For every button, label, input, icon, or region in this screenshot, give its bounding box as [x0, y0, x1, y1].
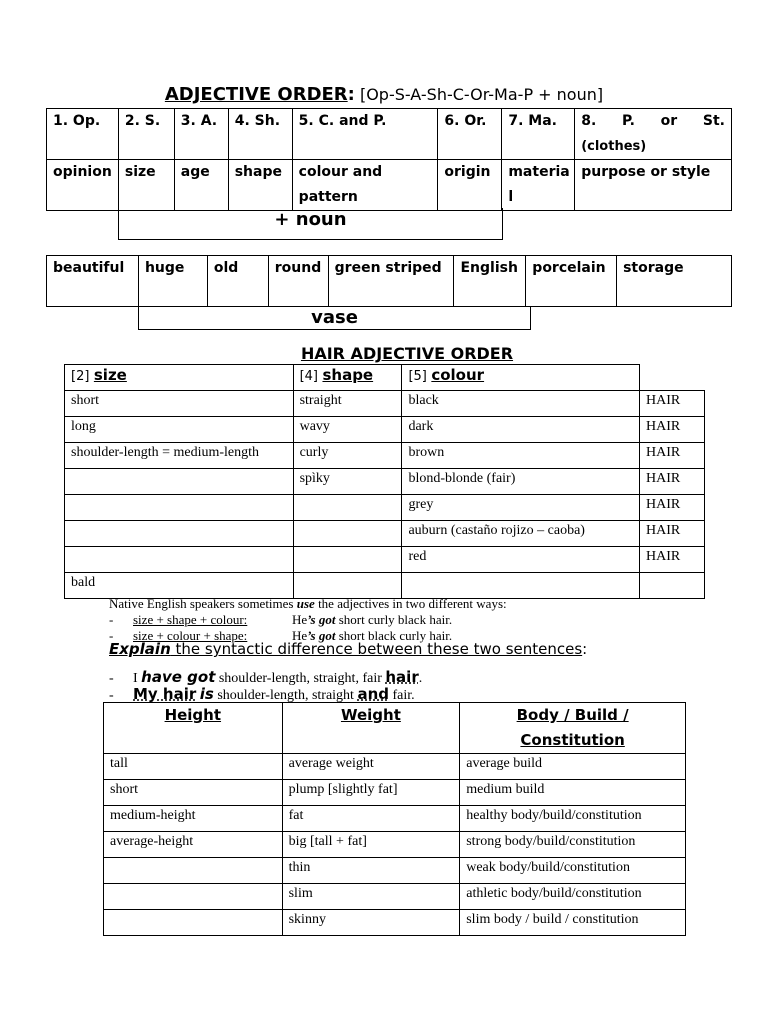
title-main: ADJECTIVE ORDER	[164, 84, 348, 105]
hair-cell: short	[65, 391, 294, 417]
page-title	[0, 84, 768, 105]
hair-cell	[293, 547, 402, 573]
notes-intro	[109, 596, 507, 612]
body-cell	[104, 858, 283, 884]
body-cell	[104, 910, 283, 936]
body-description-table	[103, 702, 686, 936]
body-cell: average build	[460, 754, 686, 780]
body-row	[104, 832, 686, 858]
hair-header-num: [2]	[71, 369, 90, 384]
order-description-cell: material	[502, 160, 575, 211]
sentence-verb: have got	[141, 668, 216, 686]
notes-intro-emphasis: use	[296, 596, 315, 611]
body-cell: medium build	[460, 780, 686, 806]
notes-item	[109, 612, 452, 628]
bullet-dash: -	[109, 688, 114, 703]
explain-colon: :	[582, 640, 588, 658]
order-header-cell: 2. S.	[118, 109, 174, 160]
order-header-cell: 6. Or.	[438, 109, 502, 160]
hair-cell: HAIR	[640, 495, 705, 521]
sentence-end: fair.	[389, 688, 415, 703]
hair-cell: HAIR	[640, 391, 705, 417]
notes-pattern: size + shape + colour:	[133, 612, 248, 627]
hair-header-num: [5]	[408, 369, 427, 384]
order-header-cell-purpose	[575, 109, 732, 160]
sentence-verb: is	[199, 685, 214, 703]
body-row	[104, 806, 686, 832]
example-cell: green striped	[328, 256, 454, 307]
example-cell: porcelain	[526, 256, 617, 307]
order-description-cell: opinion	[47, 160, 119, 211]
body-row	[104, 780, 686, 806]
explain-rest: the syntactic difference between these two sentences	[170, 640, 583, 658]
order-header-row	[47, 109, 732, 160]
hair-cell: HAIR	[640, 547, 705, 573]
notes-verb: ’s got	[307, 612, 336, 627]
example-cell: storage	[617, 256, 732, 307]
hair-cell: spìky	[293, 469, 402, 495]
body-header-cell: Body / Build / Constitution	[460, 703, 686, 754]
hair-header-empty	[640, 365, 705, 391]
purpose-header-label: 8. P. or St.	[581, 113, 725, 129]
order-description-cell: size	[118, 160, 174, 211]
notes-verb: ’s got	[307, 628, 336, 643]
example-cell: English	[454, 256, 526, 307]
body-header-cell: Weight	[282, 703, 460, 754]
hair-cell: long	[65, 417, 294, 443]
hair-cell: shoulder-length = medium-length	[65, 443, 294, 469]
notes-rest: short curly black hair.	[335, 612, 453, 627]
hair-row	[65, 573, 705, 599]
body-cell: healthy body/build/constitution	[460, 806, 686, 832]
body-row	[104, 910, 686, 936]
notes-intro-pre: Native English speakers sometimes	[109, 596, 297, 611]
hair-cell: curly	[293, 443, 402, 469]
title-formula: [Op-S-A-Sh-C-Or-Ma-P + noun]	[354, 85, 604, 104]
body-header-cell: Height	[104, 703, 283, 754]
hair-header-num: [4]	[299, 369, 319, 384]
body-header-row	[104, 703, 686, 754]
order-description-row	[47, 160, 732, 211]
body-cell: weak body/build/constitution	[460, 858, 686, 884]
hair-cell: red	[402, 547, 640, 573]
hair-cell: HAIR	[640, 521, 705, 547]
body-row	[104, 858, 686, 884]
noun-box: + noun	[118, 208, 503, 240]
order-description-cell: age	[174, 160, 228, 211]
sentence-mid: shoulder-length, straight	[213, 688, 358, 703]
hair-row	[65, 495, 705, 521]
body-cell: average-height	[104, 832, 283, 858]
body-cell: slim	[282, 884, 460, 910]
sentence-subject: My hair	[133, 685, 197, 703]
order-description-cell: purpose or style	[575, 160, 732, 211]
example-noun-box: vase	[138, 306, 531, 330]
body-row	[104, 754, 686, 780]
notes-pattern: size + colour + shape:	[133, 628, 248, 643]
body-cell: fat	[282, 806, 460, 832]
body-cell: plump [slightly fat]	[282, 780, 460, 806]
hair-header-word: colour	[431, 366, 485, 384]
hair-header-size	[65, 365, 294, 391]
explain-prompt	[109, 640, 587, 658]
body-cell: medium-height	[104, 806, 283, 832]
order-description-cell: shape	[228, 160, 292, 211]
sentence-mid: shoulder-length, straight, fair	[215, 671, 386, 686]
body-cell: skinny	[282, 910, 460, 936]
body-cell: tall	[104, 754, 283, 780]
order-header-cell: 1. Op.	[47, 109, 119, 160]
order-header-cell: 3. A.	[174, 109, 228, 160]
sentence-noun: hair	[385, 668, 419, 686]
order-description-cell: origin	[438, 160, 502, 211]
purpose-header-sub: (clothes)	[581, 139, 647, 154]
hair-cell	[293, 495, 402, 521]
title-colon: :	[347, 84, 355, 105]
hair-row	[65, 417, 705, 443]
bullet-dash: -	[109, 612, 114, 627]
hair-cell: straight	[293, 391, 402, 417]
notes-intro-post: the adjectives in two different ways:	[314, 596, 507, 611]
explain-word: Explain	[109, 640, 171, 658]
hair-section-title: HAIR ADJECTIVE ORDER	[300, 344, 514, 363]
hair-cell: HAIR	[640, 469, 705, 495]
sentence-end: .	[418, 671, 423, 686]
example-cell: beautiful	[47, 256, 139, 307]
order-header-cell: 5. C. and P.	[292, 109, 438, 160]
body-cell: thin	[282, 858, 460, 884]
body-cell: average weight	[282, 754, 460, 780]
body-cell: athletic body/build/constitution	[460, 884, 686, 910]
example-cell: old	[207, 256, 268, 307]
body-cell: big [tall + fat]	[282, 832, 460, 858]
example-row	[47, 256, 732, 307]
hair-cell	[65, 495, 294, 521]
hair-cell: blond-blonde (fair)	[402, 469, 640, 495]
hair-adjective-table	[64, 364, 705, 599]
hair-header-colour	[402, 365, 640, 391]
hair-cell: wavy	[293, 417, 402, 443]
hair-cell: dark	[402, 417, 640, 443]
hair-row	[65, 391, 705, 417]
hair-row	[65, 521, 705, 547]
example-cell: huge	[138, 256, 207, 307]
hair-cell	[402, 573, 640, 599]
sentence-conjunction: and	[357, 685, 389, 703]
notes-subject: He	[292, 612, 308, 627]
hair-cell	[65, 547, 294, 573]
adjective-order-table	[46, 108, 732, 211]
hair-header-word: size	[93, 366, 127, 384]
hair-cell: HAIR	[640, 417, 705, 443]
hair-cell: brown	[402, 443, 640, 469]
order-header-cell: 4. Sh.	[228, 109, 292, 160]
body-cell: strong body/build/constitution	[460, 832, 686, 858]
hair-row	[65, 443, 705, 469]
hair-header-shape	[293, 365, 402, 391]
example-table	[46, 255, 732, 307]
order-header-cell: 7. Ma.	[502, 109, 575, 160]
sentence-pre: I	[133, 671, 142, 686]
hair-cell: HAIR	[640, 443, 705, 469]
example-cell: round	[268, 256, 328, 307]
hair-cell: grey	[402, 495, 640, 521]
hair-cell	[65, 469, 294, 495]
hair-cell	[293, 521, 402, 547]
bullet-dash: -	[109, 628, 114, 643]
hair-row	[65, 469, 705, 495]
hair-cell: bald	[65, 573, 294, 599]
hair-cell	[293, 573, 402, 599]
hair-cell	[640, 573, 705, 599]
hair-header-row	[65, 365, 705, 391]
body-cell: short	[104, 780, 283, 806]
body-row	[104, 884, 686, 910]
body-cell: slim body / build / constitution	[460, 910, 686, 936]
hair-cell: black	[402, 391, 640, 417]
hair-cell	[65, 521, 294, 547]
order-description-cell: colour and pattern	[292, 160, 438, 211]
notes-subject: He	[292, 628, 308, 643]
bullet-dash: -	[109, 671, 114, 686]
hair-header-word: shape	[322, 366, 374, 384]
body-cell	[104, 884, 283, 910]
notes-rest: short black curly hair.	[335, 628, 453, 643]
hair-cell: auburn (castaño rojizo – caoba)	[402, 521, 640, 547]
hair-row	[65, 547, 705, 573]
